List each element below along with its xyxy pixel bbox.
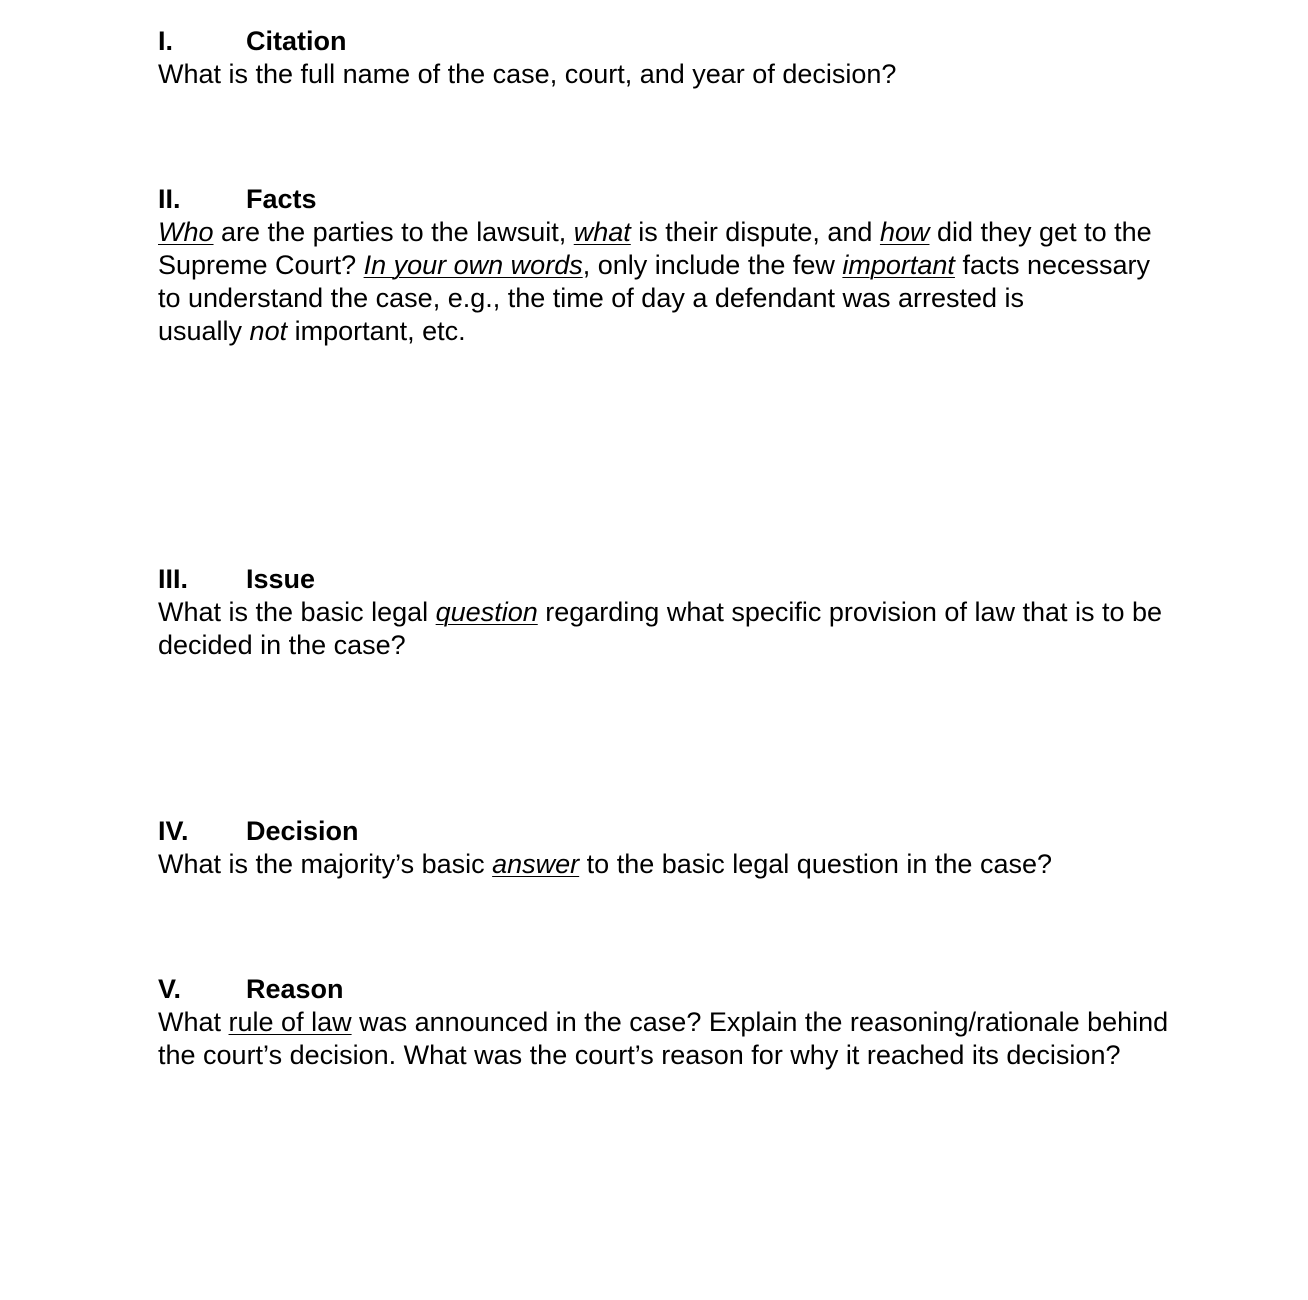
prompt-text: facts necessary [954, 250, 1151, 280]
section-facts [158, 183, 1258, 348]
section-reason [158, 973, 1258, 1072]
emphasized-text: Who [158, 217, 214, 247]
section-citation [158, 25, 1258, 91]
prompt-text: decided in the case? [158, 630, 406, 660]
prompt-line [158, 58, 1258, 91]
prompt-text: to the basic legal question in the case? [579, 849, 1052, 879]
emphasized-text: answer [492, 849, 580, 879]
prompt-text: did they get to the [929, 217, 1152, 247]
prompt-text: , only include the few [582, 250, 843, 280]
section-number: I. [158, 26, 174, 56]
prompt-text: usually [158, 316, 250, 346]
section-issue [158, 563, 1258, 662]
section-number: III. [158, 564, 189, 594]
section-title: Facts [246, 184, 317, 214]
prompt-text: What is the majority’s basic [158, 849, 493, 879]
emphasized-text: In your own words [363, 250, 583, 280]
emphasized-text: question [435, 597, 538, 627]
prompt-line [158, 1039, 1258, 1072]
section-prompt [158, 216, 1258, 348]
prompt-text: What is the basic legal [158, 597, 436, 627]
section-heading [158, 815, 1258, 848]
section-prompt [158, 596, 1258, 662]
prompt-text: not [249, 316, 288, 346]
emphasized-text: important [842, 250, 955, 280]
section-heading [158, 25, 1258, 58]
prompt-line [158, 315, 1258, 348]
prompt-line [158, 1006, 1258, 1039]
prompt-text: regarding what specific provision of law that is to be [537, 597, 1163, 627]
prompt-line [158, 629, 1258, 662]
section-decision [158, 815, 1258, 881]
section-heading [158, 973, 1258, 1006]
prompt-text: are the parties to the lawsuit, [213, 217, 574, 247]
section-number: II. [158, 184, 181, 214]
section-title: Citation [246, 26, 347, 56]
section-number: IV. [158, 816, 189, 846]
section-prompt [158, 58, 1258, 91]
prompt-text: What is the full name of the case, court, and year of decision? [158, 59, 897, 89]
prompt-text: is their dispute, and [630, 217, 880, 247]
prompt-text: important, etc. [287, 316, 466, 346]
prompt-text: to understand the case, e.g., the time of day a defendant was arrested is [158, 283, 1025, 313]
section-title: Issue [246, 564, 316, 594]
section-heading [158, 563, 1258, 596]
prompt-line [158, 282, 1258, 315]
emphasized-text: rule of law [228, 1007, 352, 1037]
section-prompt [158, 848, 1258, 881]
prompt-line [158, 848, 1258, 881]
section-heading [158, 183, 1258, 216]
prompt-line [158, 216, 1258, 249]
prompt-text: the court’s decision. What was the court’s reason for why it reached its decision? [158, 1040, 1121, 1070]
section-prompt [158, 1006, 1258, 1072]
prompt-line [158, 249, 1258, 282]
section-title: Decision [246, 816, 359, 846]
section-number: V. [158, 974, 182, 1004]
emphasized-text: what [573, 217, 631, 247]
prompt-text: What [158, 1007, 229, 1037]
prompt-text: Supreme Court? [158, 250, 364, 280]
emphasized-text: how [879, 217, 930, 247]
section-title: Reason [246, 974, 344, 1004]
prompt-line [158, 596, 1258, 629]
prompt-text: was announced in the case? Explain the reasoning/rationale behind [351, 1007, 1169, 1037]
